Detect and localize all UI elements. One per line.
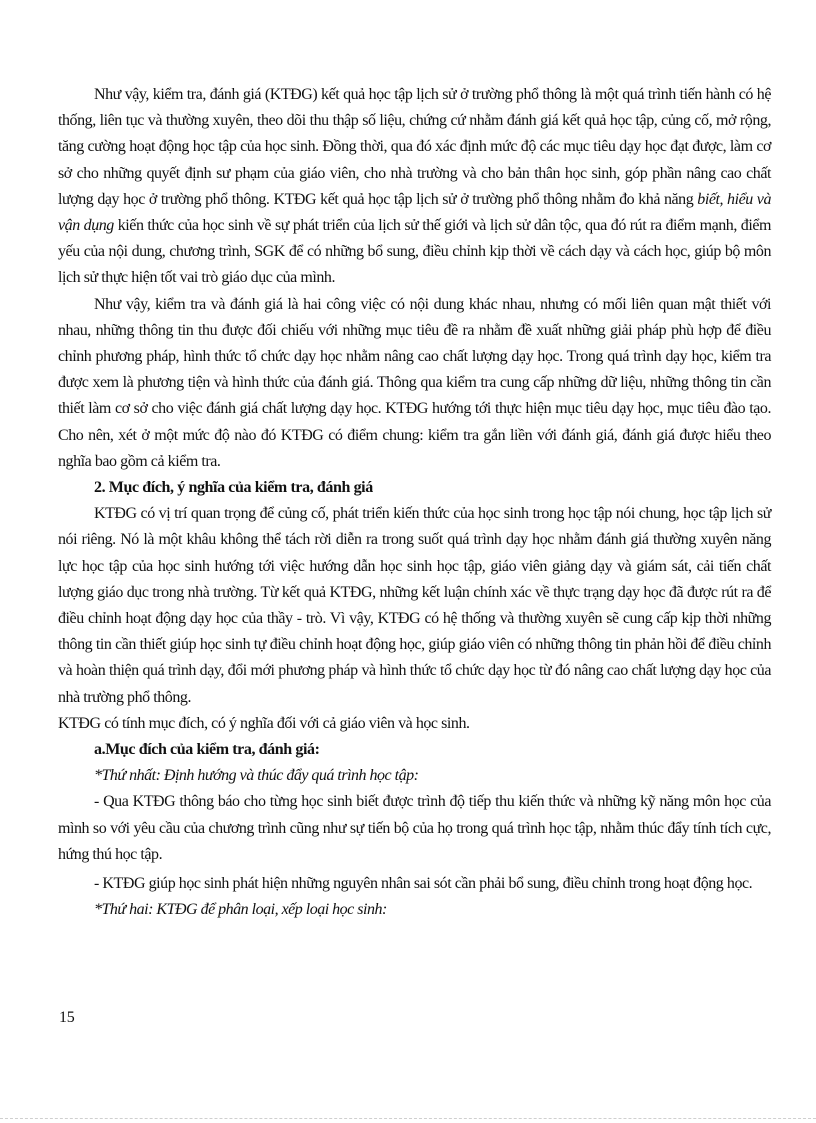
paragraph-ktdg-tinh-muc-dich: KTĐG có tính mục đích, có ý nghĩa đối với cả giáo viên và học sinh. xyxy=(58,714,470,732)
paragraph-vi-tri-ktdg: KTĐG có vị trí quan trọng để củng cố, phát triển kiến thức của học sinh trong học tập nói chung, học tập lịch sử nói riêng. Nó là một khâu không thể tách rời diễn ra trong suốt quá trình dạy học nhằm đánh giá thường xuyên năng lực học tập của học sinh hướng tới việc hướng dẫn học sinh học tập, giáo viên giảng dạy và giám sát, cải tiến chất lượng giáo dục trong nhà trường. Từ kết quả KTĐG, những kết luận chính xác về thực trạng dạy học đã được rút ra để điều chỉnh hoạt động dạy học của thầy - trò. Vì vậy, KTĐG có hệ thống và thường xuyên sẽ cung cấp kịp thời những thông tin cần thiết giúp học sinh tự điều chỉnh hoạt động học, giúp giáo viên có những thông tin phản hồi để điều chỉnh và hoàn thiện quá trình dạy, đổi mới phương pháp và hình thức tổ chức dạy học từ đó nâng cao chất lượng dạy học của nhà trường phổ thông. xyxy=(58,505,771,706)
subsection-heading-a: a.Mục đích của kiểm tra, đánh giá: xyxy=(94,741,320,759)
paragraph-kiem-tra-danh-gia: Như vậy, kiểm tra và đánh giá là hai công việc có nội dung khác nhau, nhưng có mối liên quan mật thiết với nhau, những thông tin thu được đối chiếu với những mục tiêu đề ra nhằm đề xuất những giải pháp phù hợp để điều chỉnh phương pháp, hình thức tổ chức dạy học nhằm nâng cao chất lượng dạy học. Trong quá trình dạy học, kiểm tra được xem là phương tiện và hình thức của đánh giá. Thông qua kiểm tra cung cấp những dữ liệu, những thông tin cần thiết làm cơ sở cho việc đánh giá chất lượng dạy học. KTĐG hướng tới thực hiện mục tiêu dạy học, mục tiêu đào tạo. Cho nên, xét ở một mức độ nào đó KTĐG có điểm chung: kiểm tra gắn liền với đánh giá, đánh giá được hiểu theo nghĩa bao gồm cả kiểm tra. xyxy=(58,295,771,470)
italic-line-thu-hai: *Thứ hai: KTĐG để phân loại, xếp loại học sinh: xyxy=(94,901,387,919)
page-number: 15 xyxy=(59,1009,75,1026)
paragraph-1-italic-phrase: biết, hiểu và vận dụng xyxy=(58,190,772,235)
bullet-paragraph-1: - Qua KTĐG thông báo cho từng học sinh biết được trình độ tiếp thu kiến thức và những kỹ năng môn học của mình so với yêu cầu của chương trình cũng như sự tiến bộ của họ trong quá trình học tập, nhằm thúc đẩy tính tích cực, hứng thú học tập. xyxy=(58,793,771,863)
italic-line-thu-nhat: *Thứ nhất: Định hướng và thúc đẩy quá trình học tập: xyxy=(94,767,419,785)
paragraph-ktdg-definition xyxy=(58,82,771,292)
section-heading-2: 2. Mục đích, ý nghĩa của kiểm tra, đánh giá xyxy=(94,479,373,497)
document-body xyxy=(58,82,771,924)
bullet-paragraph-2: - KTĐG giúp học sinh phát hiện những nguyên nhân sai sót cần phải bổ sung, điều chỉnh trong hoạt động học. xyxy=(94,875,753,893)
paragraph-1-text: Như vậy, kiểm tra, đánh giá (KTĐG) kết quả học tập lịch sử ở trường phổ thông là một quá trình tiến hành có hệ thống, liên tục và thường xuyên, theo dõi thu thập số liệu, chứng cứ nhằm đánh giá kết quả học tập, củng cố, mở rộng, tăng cường hoạt động học tập của học sinh. Đồng thời, qua đó xác định mức độ các mục tiêu dạy học đạt được, làm cơ sở cho những quyết định sư phạm của giáo viên, cho nhà trường và cho bản thân học sinh, góp phần nâng cao chất lượng dạy học ở trường phổ thông. KTĐG kết quả học tập lịch sử ở trường phổ thông nhằm đo khả năng xyxy=(58,86,771,208)
paragraph-1-end: kiến thức của học sinh về sự phát triển của lịch sử thế giới và lịch sử dân tộc, qua đó rút ra điểm mạnh, điểm yếu của nội dung, chương trình, SGK để có những bổ sung, điều chỉnh kịp thời về cách dạy và cách học, giúp bộ môn lịch sử thực hiện tốt vai trò giáo dục của mình. xyxy=(58,217,771,287)
page-bottom-divider xyxy=(0,1118,816,1119)
